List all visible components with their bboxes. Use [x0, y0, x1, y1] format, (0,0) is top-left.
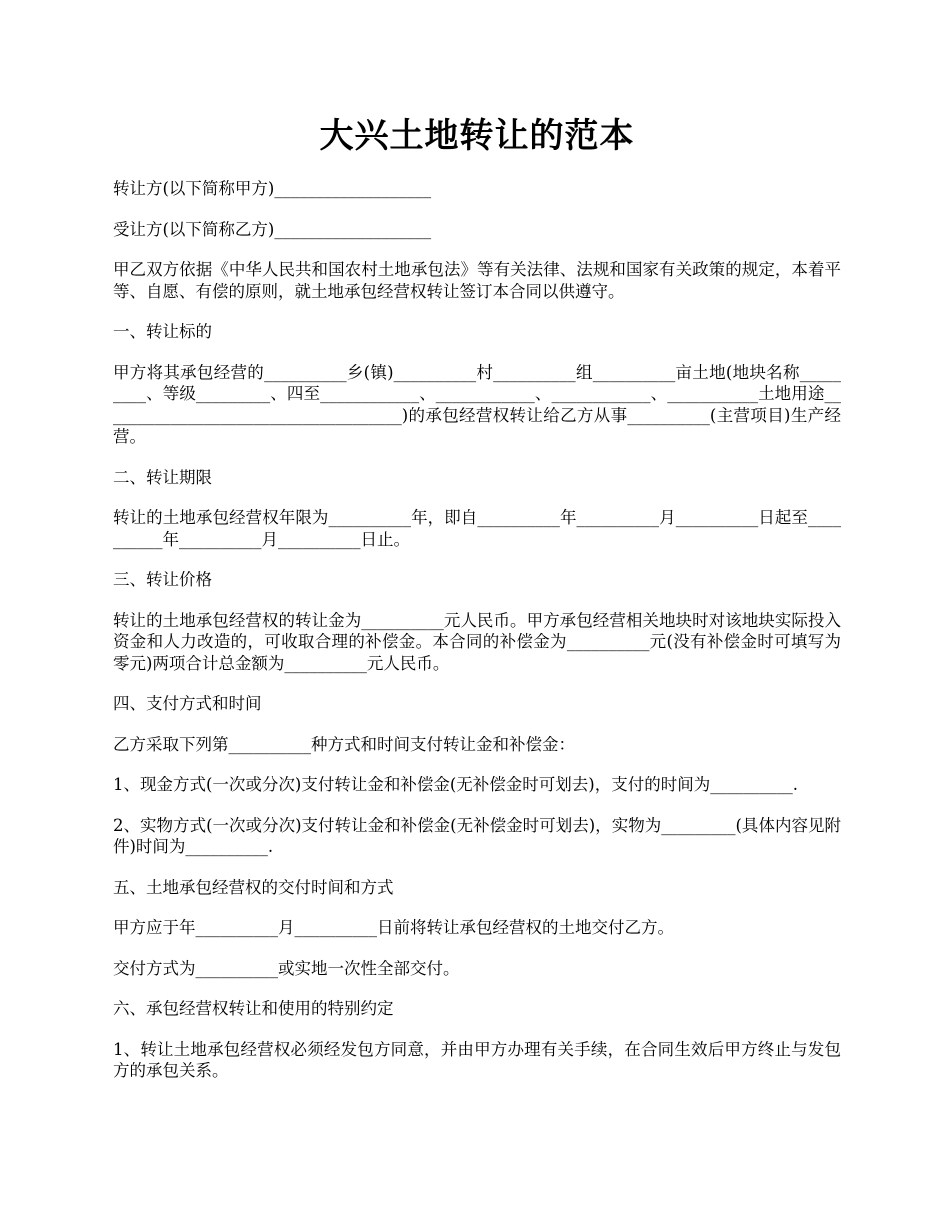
- section-2-heading: 二、转让期限: [113, 467, 212, 487]
- transferee-line: 受让方(以下简称乙方)___________________: [113, 219, 432, 239]
- transferor-line: 转让方(以下简称甲方)___________________: [113, 179, 432, 198]
- section-4-heading: 四、支付方式和时间: [113, 694, 262, 713]
- section-1-heading: 一、转让标的: [113, 322, 212, 341]
- section-6-item-1: 1、转让土地承包经营权必须经发包方同意，并由甲方办理有关手续，在合同生效后甲方终止与发包方的承包关系。: [113, 1039, 841, 1080]
- section-2-body: 转让的土地承包经营权年限为__________年，即自__________年__________月__________日起至__________年__________月__________日止。: [113, 508, 841, 549]
- section-5-body-2: 交付方式为__________或实地一次性全部交付。: [113, 958, 460, 978]
- section-4-item-2: 2、实物方式(一次或分次)支付转让金和补偿金(无补偿金时可划去)，实物为_________(具体内容见附件)时间为__________.: [113, 815, 841, 856]
- section-3-heading: 三、转让价格: [113, 570, 212, 589]
- section-6-heading: 六、承包经营权转让和使用的特别约定: [113, 999, 394, 1018]
- document-body: [113, 178, 841, 1082]
- section-4-intro: 乙方采取下列第__________种方式和时间支付转让金和补偿金：: [113, 734, 575, 754]
- section-3-body: 转让的土地承包经营权的转让金为__________元人民币。甲方承包经营相关地块时对该地块实际投入资金和人力改造的，可收取合理的补偿金。本合同的补偿金为__________元(没有补偿金时可填写为零元)两项合计总金额为__________元人民币。: [113, 610, 841, 673]
- section-5-heading: 五、土地承包经营权的交付时间和方式: [113, 877, 394, 897]
- preamble: 甲乙双方依据《中华人民共和国农村土地承包法》等有关法律、法规和国家有关政策的规定，本着平等、自愿、有偿的原则，就土地承包经营权转让签订本合同以供遵守。: [113, 260, 841, 301]
- section-4-item-1: 1、现金方式(一次或分次)支付转让金和补偿金(无补偿金时可划去)，支付的时间为__________.: [113, 775, 798, 794]
- section-5-body-1: 甲方应于年__________月__________日前将转让承包经营权的土地交付乙方。: [113, 918, 674, 937]
- document-page: [113, 112, 841, 1101]
- section-1-body: 甲方将其承包经营的__________乡(镇)__________村__________组__________亩土地(地块名称_________、等级_________、四至____________、____________、____________、___________土地用途_____________________________________)的承包经营权转让给乙方从事__________(主营项目)生产经营。: [113, 362, 841, 446]
- document-title: 大兴土地转让的范本: [319, 116, 635, 156]
